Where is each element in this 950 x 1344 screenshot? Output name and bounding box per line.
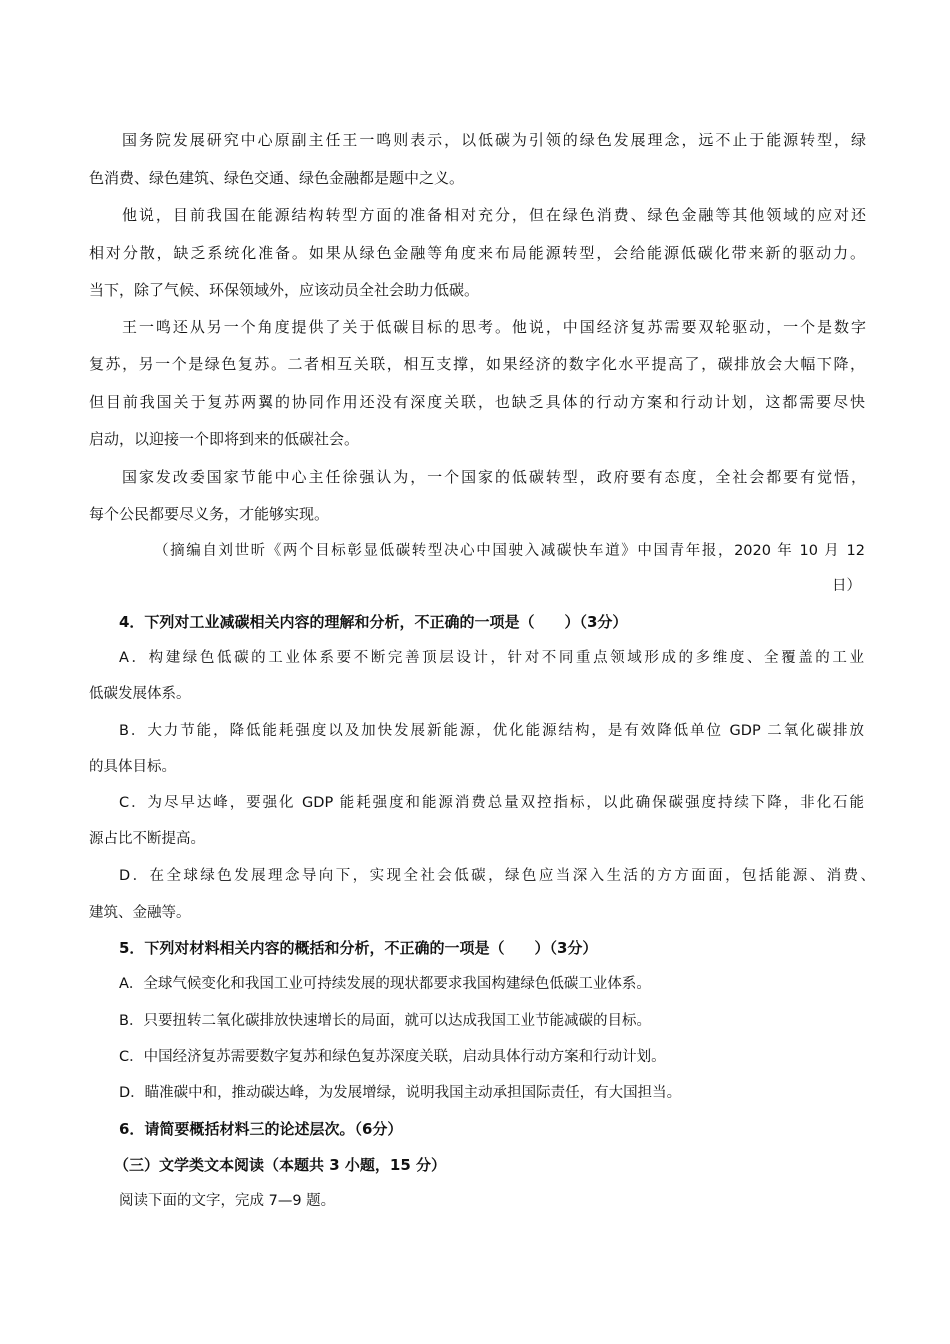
passage-p1-line2: 色消费、绿色建筑、绿色交通、绿色金融都是题中之义。 bbox=[89, 169, 465, 187]
question-4-option-d-line1: D．在全球绿色发展理念导向下，实现全社会低碳，绿色应当深入生活的方方面面，包括能源、消费、 bbox=[119, 868, 875, 884]
section-3-title: （三）文学类文本阅读（本题共 3 小题，15 分） bbox=[114, 1156, 446, 1174]
question-4-option-b-line2: 的具体目标。 bbox=[89, 759, 176, 775]
question-4-option-b-line1: B．大力节能，降低能耗强度以及加快发展新能源，优化能源结构，是有效降低单位 GDP 二氧化碳排放 bbox=[119, 723, 864, 739]
question-4-option-c-line2: 源占比不断提高。 bbox=[89, 831, 205, 847]
passage-p4-line1: 国家发改委国家节能中心主任徐强认为，一个国家的低碳转型，政府要有态度，全社会都要有觉悟， bbox=[122, 468, 866, 486]
passage-p1-line1: 国务院发展研究中心原副主任王一鸣则表示，以低碳为引领的绿色发展理念，远不止于能源转型，绿 bbox=[122, 131, 866, 149]
question-5-option-c: C．中国经济复苏需要数字复苏和绿色复苏深度关联，启动具体行动方案和行动计划。 bbox=[119, 1049, 666, 1065]
passage-p2-line2: 相对分散，缺乏系统化准备。如果从绿色金融等角度来布局能源转型，会给能源低碳化带来新的驱动力。 bbox=[89, 244, 865, 262]
passage-p4-line2: 每个公民都要尽义务，才能够实现。 bbox=[89, 505, 330, 523]
question-5-option-a: A．全球气候变化和我国工业可持续发展的现状都要求我国构建绿色低碳工业体系。 bbox=[119, 976, 651, 992]
passage-p3-line1: 王一鸣还从另一个角度提供了关于低碳目标的思考。他说，中国经济复苏需要双轮驱动，一个是数字 bbox=[122, 318, 866, 336]
passage-p3-line3: 但目前我国关于复苏两翼的协同作用还没有深度关联，也缺乏具体的行动方案和行动计划，这都需要尽快 bbox=[89, 393, 865, 411]
section-3-instruction: 阅读下面的文字，完成 7—9 题。 bbox=[119, 1193, 336, 1209]
question-4-option-c-line1: C．为尽早达峰，要强化 GDP 能耗强度和能源消费总量双控指标，以此确保碳强度持续下降，非化石能 bbox=[119, 795, 864, 811]
passage-p2-line3: 当下，除了气候、环保领域外，应该动员全社会助力低碳。 bbox=[89, 281, 480, 299]
question-5-stem: 5．下列对材料相关内容的概括和分析，不正确的一项是（ ）（3分） bbox=[119, 939, 598, 957]
source-citation-line2: 日） bbox=[832, 578, 861, 594]
passage-p3-line2: 复苏，另一个是绿色复苏。二者相互关联，相互支撑，如果经济的数字化水平提高了，碳排放会大幅下降， bbox=[89, 355, 865, 373]
passage-p3-line4: 启动，以迎接一个即将到来的低碳社会。 bbox=[89, 430, 360, 448]
question-4-option-d-line2: 建筑、金融等。 bbox=[89, 905, 191, 921]
question-6-stem: 6．请简要概括材料三的论述层次。（6分） bbox=[119, 1120, 403, 1138]
source-citation-line1: （摘编自刘世昕《两个目标彰显低碳转型决心中国驶入减碳快车道》中国青年报，2020 年 10 月 12 bbox=[154, 543, 865, 559]
question-5-option-d: D．瞄准碳中和，推动碳达峰，为发展增绿，说明我国主动承担国际责任，有大国担当。 bbox=[119, 1085, 682, 1101]
question-4-stem: 4．下列对工业减碳相关内容的理解和分析，不正确的一项是（ ）（3分） bbox=[119, 613, 628, 631]
question-5-option-b: B．只要扭转二氧化碳排放快速增长的局面，就可以达成我国工业节能减碳的目标。 bbox=[119, 1013, 651, 1029]
passage-p2-line1: 他说，目前我国在能源结构转型方面的准备相对充分，但在绿色消费、绿色金融等其他领域的应对还 bbox=[122, 206, 866, 224]
question-4-option-a-line2: 低碳发展体系。 bbox=[89, 686, 191, 702]
question-4-option-a-line1: A．构建绿色低碳的工业体系要不断完善顶层设计，针对不同重点领域形成的多维度、全覆盖的工业 bbox=[119, 650, 864, 666]
